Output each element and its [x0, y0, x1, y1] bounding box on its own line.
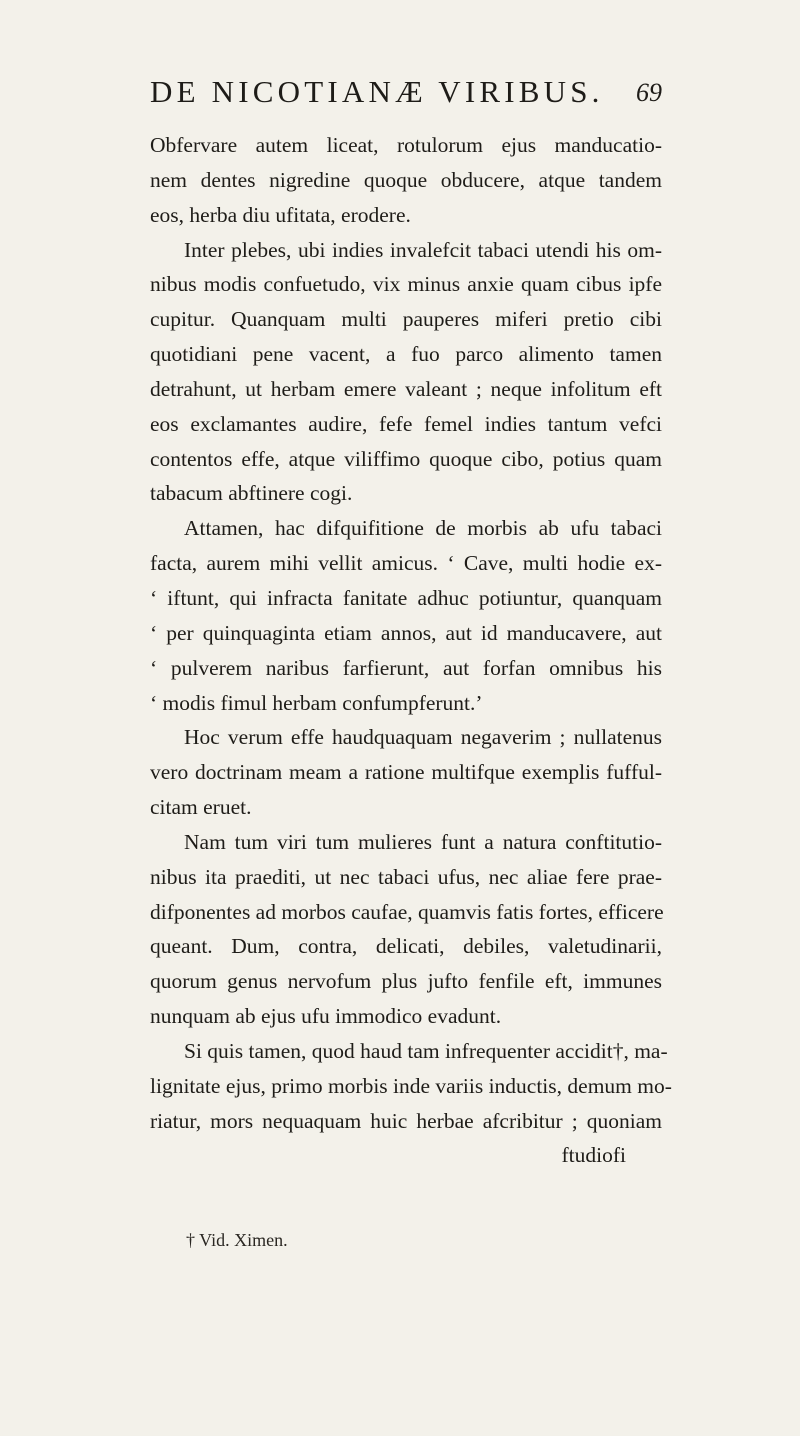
running-head — [150, 74, 662, 114]
text-line: Obfervare autem liceat, rotulorum ejus manducatio- — [150, 133, 662, 157]
text-line: nibus modis confuetudo, vix minus anxie quam cibus ipfe — [150, 272, 662, 297]
text-line: citam eruet. — [150, 795, 252, 820]
text-line: nunquam ab ejus ufu immodico evadunt. — [150, 1004, 502, 1029]
text-line: eos, herba diu ufitata, erodere. — [150, 202, 411, 227]
text-line: lignitate ejus, primo morbis inde variis inductis, demum mo- — [150, 1073, 672, 1098]
catchword: ftudiofi — [561, 1143, 626, 1168]
text-line: difponentes ad morbos caufae, quamvis fatis fortes, efficere — [150, 899, 664, 924]
text-line: eos exclamantes audire, fefe femel indies tantum vefci — [150, 411, 662, 436]
text-line: quotidiani pene vacent, a fuo parco alimento tamen — [150, 342, 662, 367]
text-line: Inter plebes, ubi indies invalefcit tabaci utendi his om- — [184, 237, 662, 262]
text-line: ‘ pulverem naribus farfierunt, aut forfan omnibus his — [150, 655, 662, 680]
text-line: quorum genus nervofum plus jufto fenfile eft, immunes — [150, 969, 662, 994]
running-title: DE NICOTIANÆ VIRIBUS. — [150, 74, 604, 109]
text-line: Nam tum viri tum mulieres funt a natura conftitutio- — [184, 829, 662, 854]
text-line: nibus ita praediti, ut nec tabaci ufus, nec aliae fere prae- — [150, 864, 662, 889]
text-line: facta, aurem mihi vellit amicus. ‘ Cave, multi hodie ex- — [150, 551, 662, 576]
text-line: detrahunt, ut herbam emere valeant ; neque infolitum eft — [150, 376, 662, 401]
text-line: Si quis tamen, quod haud tam infrequenter accidit†, ma- — [184, 1038, 668, 1063]
text-line: vero doctrinam meam a ratione multifque exemplis fufful- — [150, 760, 662, 785]
text-line: riatur, mors nequaquam huic herbae afcribitur ; quoniam — [150, 1108, 662, 1133]
text-line: nem dentes nigredine quoque obducere, atque tandem — [150, 167, 662, 192]
text-line: Attamen, hac difquifitione de morbis ab ufu tabaci — [184, 516, 662, 541]
text-line: ‘ per quinquaginta etiam annos, aut id manducavere, aut — [150, 620, 662, 645]
body-text — [150, 128, 672, 1173]
text-line: ‘ iftunt, qui infracta fanitate adhuc potiuntur, quanquam — [150, 585, 662, 610]
text-line: queant. Dum, contra, delicati, debiles, valetudinarii, — [150, 934, 662, 959]
text-line: contentos effe, atque viliffimo quoque cibo, potius quam — [150, 446, 662, 471]
text-line: Hoc verum effe haudquaquam negaverim ; nullatenus — [184, 725, 662, 750]
text-line: tabacum abftinere cogi. — [150, 481, 353, 506]
text-line: cupitur. Quanquam multi pauperes miferi pretio cibi — [150, 307, 662, 332]
page-number: 69 — [636, 78, 662, 107]
text-line: ‘ modis fimul herbam confumpferunt.’ — [150, 690, 483, 715]
footnote: † Vid. Ximen. — [186, 1230, 288, 1250]
